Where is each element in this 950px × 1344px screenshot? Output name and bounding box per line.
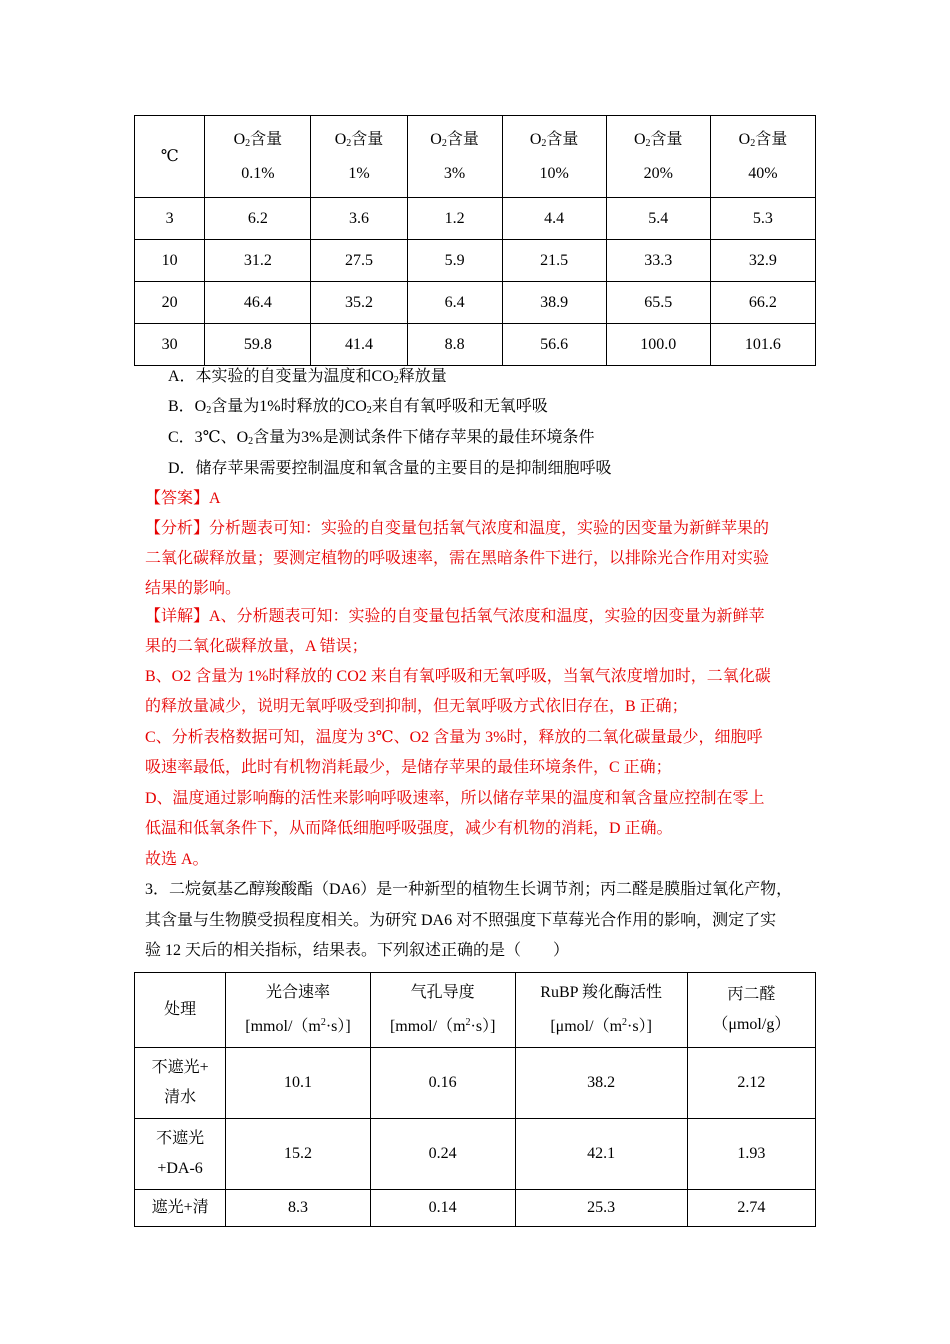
table-cell: 0.24 (370, 1119, 515, 1190)
table-cell: 5.9 (407, 240, 502, 282)
analysis-line: 结果的影响。 (145, 580, 242, 597)
header-text: 1% (348, 164, 370, 182)
table-cell: 15.2 (226, 1119, 371, 1190)
table-cell: 101.6 (710, 324, 815, 366)
table-cell: 3 (135, 198, 205, 240)
header-cell (370, 973, 515, 1048)
table-cell: 2.12 (687, 1048, 815, 1119)
header-text: 气孔导度 (410, 984, 475, 1001)
header-text: 40% (748, 164, 778, 182)
header-text: 含量 (546, 130, 579, 148)
header-cell: $O_2$含量 0.1% (205, 116, 311, 198)
header-text: ℃ (160, 147, 179, 165)
header-text: 含量 (446, 130, 479, 148)
header-text: 含量 (250, 130, 283, 148)
subscript: 2 (206, 405, 212, 416)
header-cell: $O_2$含量 40% (710, 116, 815, 198)
header-cell: 处理 (135, 973, 226, 1048)
option-text: A．本实验的自变量为温度和CO (168, 368, 394, 385)
table-cell: 21.5 (502, 240, 606, 282)
header-cell (515, 973, 687, 1048)
table-row (135, 282, 816, 324)
table-row (135, 1048, 816, 1119)
table-row (135, 1119, 816, 1190)
header-text: 3% (443, 164, 466, 182)
table-cell: 66.2 (710, 282, 815, 324)
table-cell: 5.3 (710, 198, 815, 240)
header-text: 含量 (351, 130, 384, 148)
header-text: 含量 (650, 130, 683, 148)
question-line: 其含量与生物膜受损程度相关。为研究 DA6 对不照强度下草莓光合作用的影响，测定了实 (145, 912, 777, 929)
header-text: ·s）] (470, 1018, 496, 1035)
table-header-row (135, 973, 816, 1048)
question-line: 验 12 天后的相关指标，结果表。下列叙述正确的是（ ） (145, 942, 570, 959)
table-cell: 38.9 (502, 282, 606, 324)
option-text: 含量为3%是测试条件下储存苹果的最佳环境条件 (253, 429, 595, 446)
header-text: 10% (539, 164, 569, 182)
header-text: 0.1% (241, 164, 275, 182)
table-cell: 46.4 (205, 282, 311, 324)
option-text: 释放量 (398, 368, 447, 385)
header-cell: $O_2$含量 20% (606, 116, 710, 198)
subscript: 2 (750, 137, 756, 149)
table-cell: 27.5 (311, 240, 407, 282)
answer-label: 【答案】A (145, 490, 221, 507)
header-text: 丙二醛 (727, 986, 776, 1003)
analysis-line: 【分析】分析题表可知：实验的自变量包括氧气浓度和温度，实验的因变量为新鲜苹果的 (145, 520, 770, 537)
treatment-cell (135, 1119, 226, 1190)
table-cell: 10 (135, 240, 205, 282)
table-cell: 2.74 (687, 1190, 815, 1227)
header-text: ·s）] (325, 1018, 351, 1035)
table-cell: 41.4 (311, 324, 407, 366)
option-b (168, 396, 548, 422)
table-cell: 42.1 (515, 1119, 687, 1190)
table-cell: 65.5 (606, 282, 710, 324)
header-text: RuBP 羧化酶活性 (540, 984, 662, 1001)
header-cell: $O_2$含量 3% (407, 116, 502, 198)
header-cell-temperature (135, 116, 205, 198)
header-text: 光合速率 (266, 984, 331, 1001)
superscript: 2 (622, 1017, 628, 1028)
header-cell (226, 973, 371, 1048)
table-row (135, 240, 816, 282)
table-cell: 33.3 (606, 240, 710, 282)
header-text: [μmol/（m (550, 1018, 623, 1035)
treatment-text: +DA-6 (157, 1160, 203, 1177)
analysis-line: 二氧化碳释放量；要测定植物的呼吸速率，需在黑暗条件下进行，以排除光合作用对实验 (145, 550, 770, 567)
table-cell: 25.3 (515, 1190, 687, 1227)
table-cell: 0.14 (370, 1190, 515, 1227)
treatment-text: 清水 (164, 1089, 197, 1106)
table-cell: 100.0 (606, 324, 710, 366)
detail-line: 吸速率最低，此时有机物消耗最少，是储存苹果的最佳环境条件，C 正确； (145, 759, 672, 776)
option-a (168, 366, 447, 392)
option-text: B．O (168, 398, 207, 415)
subscript: 2 (366, 405, 372, 416)
detail-line: 低温和低氧条件下，从而降低细胞呼吸强度，减少有机物的消耗，D 正确。 (145, 820, 673, 837)
table-cell: 1.93 (687, 1119, 815, 1190)
header-text: （μmol/g） (712, 1016, 791, 1033)
table-header-row (135, 116, 816, 198)
table-cell: 6.4 (407, 282, 502, 324)
table-cell: 6.2 (205, 198, 311, 240)
header-text: [mmol/（m (245, 1018, 321, 1035)
table-cell: 8.3 (226, 1190, 371, 1227)
table-cell: 32.9 (710, 240, 815, 282)
table-cell: 3.6 (311, 198, 407, 240)
table-cell: 0.16 (370, 1048, 515, 1119)
detail-line: D、温度通过影响酶的活性来影响呼吸速率，所以储存苹果的温度和氧含量应控制在零上 (145, 790, 765, 807)
treatment-text: 不遮光 (156, 1130, 205, 1147)
superscript: 2 (465, 1017, 471, 1028)
table-cell: 31.2 (205, 240, 311, 282)
o2-temperature-table (134, 115, 816, 366)
header-text: 20% (643, 164, 673, 182)
detail-line: 的释放量减少，说明无氧呼吸受到抑制，但无氧呼吸方式依旧存在，B 正确； (145, 698, 688, 715)
treatment-cell: 遮光+清 (135, 1190, 226, 1227)
table-cell: 4.4 (502, 198, 606, 240)
subscript: 2 (645, 137, 651, 149)
header-cell: $O_2$含量 1% (311, 116, 407, 198)
header-text: ·s）] (627, 1018, 652, 1035)
da6-treatment-table (134, 972, 816, 1227)
subscript: 2 (393, 375, 399, 386)
option-text: 来自有氧呼吸和无氧呼吸 (371, 398, 548, 415)
subscript: 2 (441, 137, 447, 149)
superscript: 2 (320, 1017, 326, 1028)
table-cell: 38.2 (515, 1048, 687, 1119)
table-cell: 5.4 (606, 198, 710, 240)
table-cell: 56.6 (502, 324, 606, 366)
header-cell (687, 973, 815, 1048)
question-line: 3．二烷氨基乙醇羧酸酯（DA6）是一种新型的植物生长调节剂；丙二醛是膜脂过氧化产物， (145, 881, 793, 898)
detail-line: C、分析表格数据可知，温度为 3℃、O2 含量为 3%时，释放的二氧化碳量最少，细胞呼 (145, 729, 763, 746)
subscript: 2 (248, 436, 254, 447)
table-row (135, 324, 816, 366)
table-cell: 8.8 (407, 324, 502, 366)
subscript: 2 (346, 137, 352, 149)
option-text: 含量为1%时释放的CO (211, 398, 367, 415)
subscript: 2 (245, 137, 251, 149)
option-c (168, 427, 594, 453)
table-cell: 35.2 (311, 282, 407, 324)
option-text: C．3℃、O (168, 429, 249, 446)
header-cell: $O_2$含量 10% (502, 116, 606, 198)
header-text: 含量 (755, 130, 788, 148)
header-text: [mmol/（m (389, 1018, 466, 1035)
final-answer: 故选 A。 (145, 851, 209, 868)
table-row (135, 1190, 816, 1227)
table-cell: 1.2 (407, 198, 502, 240)
table-cell: 59.8 (205, 324, 311, 366)
detail-line: B、O2 含量为 1%时释放的 CO2 来自有氧呼吸和无氧呼吸，当氧气浓度增加时，二氧化碳 (145, 668, 771, 685)
table-cell: 20 (135, 282, 205, 324)
table-row (135, 198, 816, 240)
table-cell: 10.1 (226, 1048, 371, 1119)
subscript: 2 (541, 137, 547, 149)
treatment-text: 不遮光+ (151, 1059, 209, 1076)
treatment-cell (135, 1048, 226, 1119)
detail-line: 【详解】A、分析题表可知：实验的自变量包括氧气浓度和温度，实验的因变量为新鲜苹 (145, 608, 765, 625)
detail-line: 果的二氧化碳释放量，A 错误； (145, 638, 368, 655)
option-d: D．储存苹果需要控制温度和氧含量的主要目的是抑制细胞呼吸 (168, 460, 612, 477)
table-cell: 30 (135, 324, 205, 366)
